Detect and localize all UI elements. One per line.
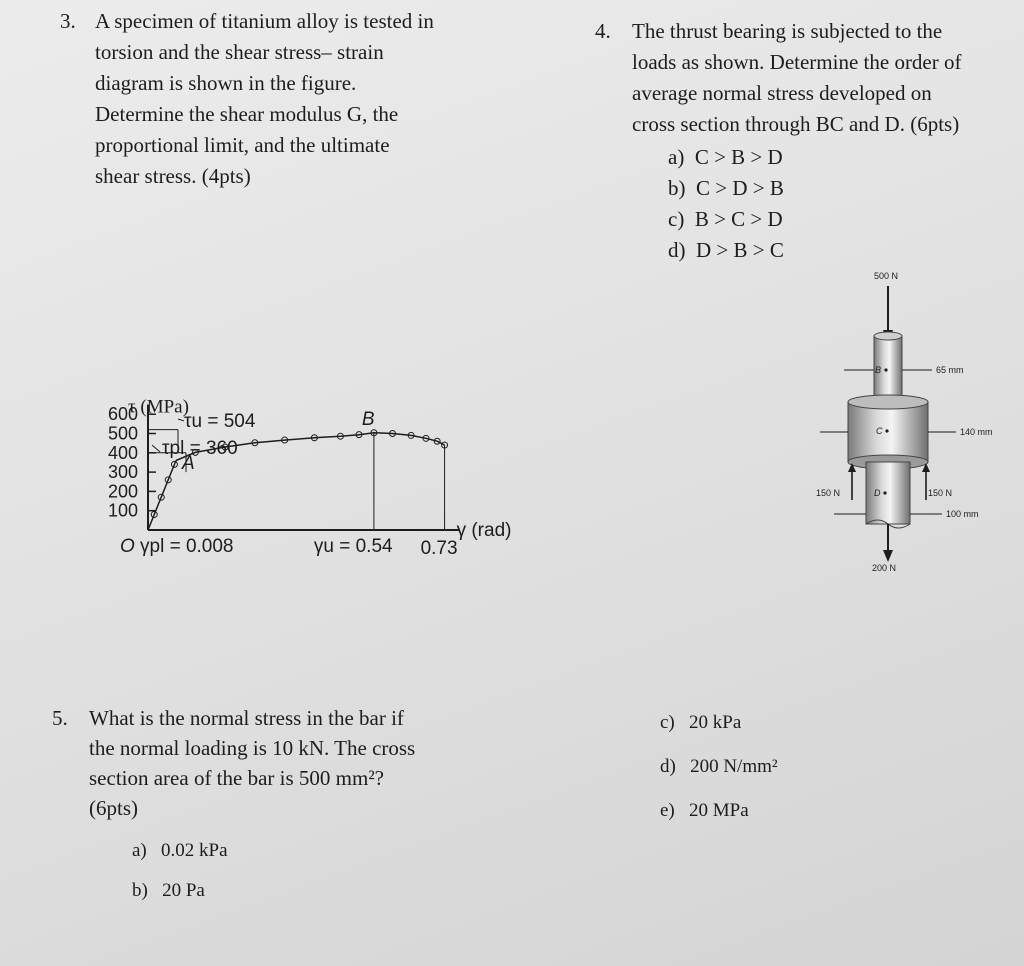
q3-line: proportional limit, and the ultimate <box>95 133 390 157</box>
q3-line: shear stress. (4pts) <box>95 164 251 188</box>
thrust-bearing-figure <box>808 266 998 576</box>
q4-line: loads as shown. Determine the order of <box>632 50 962 74</box>
load-top-label: 500 N <box>874 271 899 281</box>
y-tick-label: 600 <box>108 404 139 425</box>
q5-option-c: c) 20 kPa <box>660 712 742 733</box>
y-axis-label: τ (MPa) <box>128 396 189 418</box>
q5-text <box>89 703 415 823</box>
dim-top-label: 65 mm <box>936 365 964 375</box>
q4-option: c) B > C > D <box>668 207 783 231</box>
shaft-lower <box>866 462 910 524</box>
dim-mid-label: 140 mm <box>960 427 993 437</box>
gamma-u-label: γu = 0.54 <box>313 536 393 557</box>
q3-line: A specimen of titanium alloy is tested in <box>95 9 434 33</box>
q5-line: (6pts) <box>89 796 138 820</box>
q5-option-a: a) 0.02 kPa <box>132 840 228 861</box>
q5-number: 5. <box>52 706 68 730</box>
q4-option: d) D > B > C <box>668 238 784 262</box>
q4-line: The thrust bearing is subjected to the <box>632 19 943 43</box>
shaft-upper-top <box>874 332 902 340</box>
label-d: D <box>874 488 881 498</box>
gamma-end-label: 0.73 <box>420 538 458 559</box>
y-tick-label: 400 <box>108 442 139 463</box>
y-tick-label: 300 <box>108 462 139 483</box>
load-bottom-label: 200 N <box>872 563 897 573</box>
point-a-label: A <box>182 452 195 474</box>
q3-number: 3. <box>60 9 76 33</box>
q4-number: 4. <box>595 19 611 43</box>
tau-pl-label: τpl = 360 <box>162 438 238 460</box>
q4-line: average normal stress developed on <box>632 81 932 105</box>
q3-line: diagram is shown in the figure. <box>95 71 357 95</box>
y-tick-label: 500 <box>108 423 139 444</box>
gamma-pl-label: γpl = 0.008 <box>140 536 234 557</box>
q4-option: b) C > D > B <box>668 176 784 200</box>
collar-top <box>848 395 928 409</box>
y-tick-label: 200 <box>108 481 139 502</box>
point-b-label: B <box>361 408 375 430</box>
q3-line: Determine the shear modulus G, the <box>95 102 399 126</box>
q5-option-e: e) 20 MPa <box>660 800 749 821</box>
label-c: C <box>876 426 883 436</box>
q5-line: What is the normal stress in the bar if <box>89 706 404 730</box>
q4-option: a) C > B > D <box>668 145 783 169</box>
q4-line: cross section through BC and D. (6pts) <box>632 112 960 136</box>
q5-option-d: d) 200 N/mm² <box>660 756 778 777</box>
q4-text <box>632 16 962 140</box>
load-left-label: 150 N <box>816 488 841 498</box>
origin-label: O <box>120 536 135 557</box>
dim-bot-label: 100 mm <box>946 509 979 519</box>
q4-options <box>668 142 784 266</box>
x-axis-label: γ (rad) <box>456 520 512 541</box>
q5-line: the normal loading is 10 kN. The cross <box>89 736 416 760</box>
label-b: B <box>875 365 882 375</box>
tau-pl-leader <box>152 445 160 452</box>
q5-line: section area of the bar is 500 mm²? <box>89 766 384 790</box>
q3-line: torsion and the shear stress– strain <box>95 40 384 64</box>
elastic-segment <box>148 461 176 530</box>
shear-stress-strain-chart <box>80 230 640 560</box>
q3-text <box>95 6 434 192</box>
load-right-label: 150 N <box>928 488 953 498</box>
q5-option-b: b) 20 Pa <box>132 880 205 901</box>
y-tick-label: 100 <box>108 500 139 521</box>
tau-u-label: τu = 504 <box>184 411 256 433</box>
